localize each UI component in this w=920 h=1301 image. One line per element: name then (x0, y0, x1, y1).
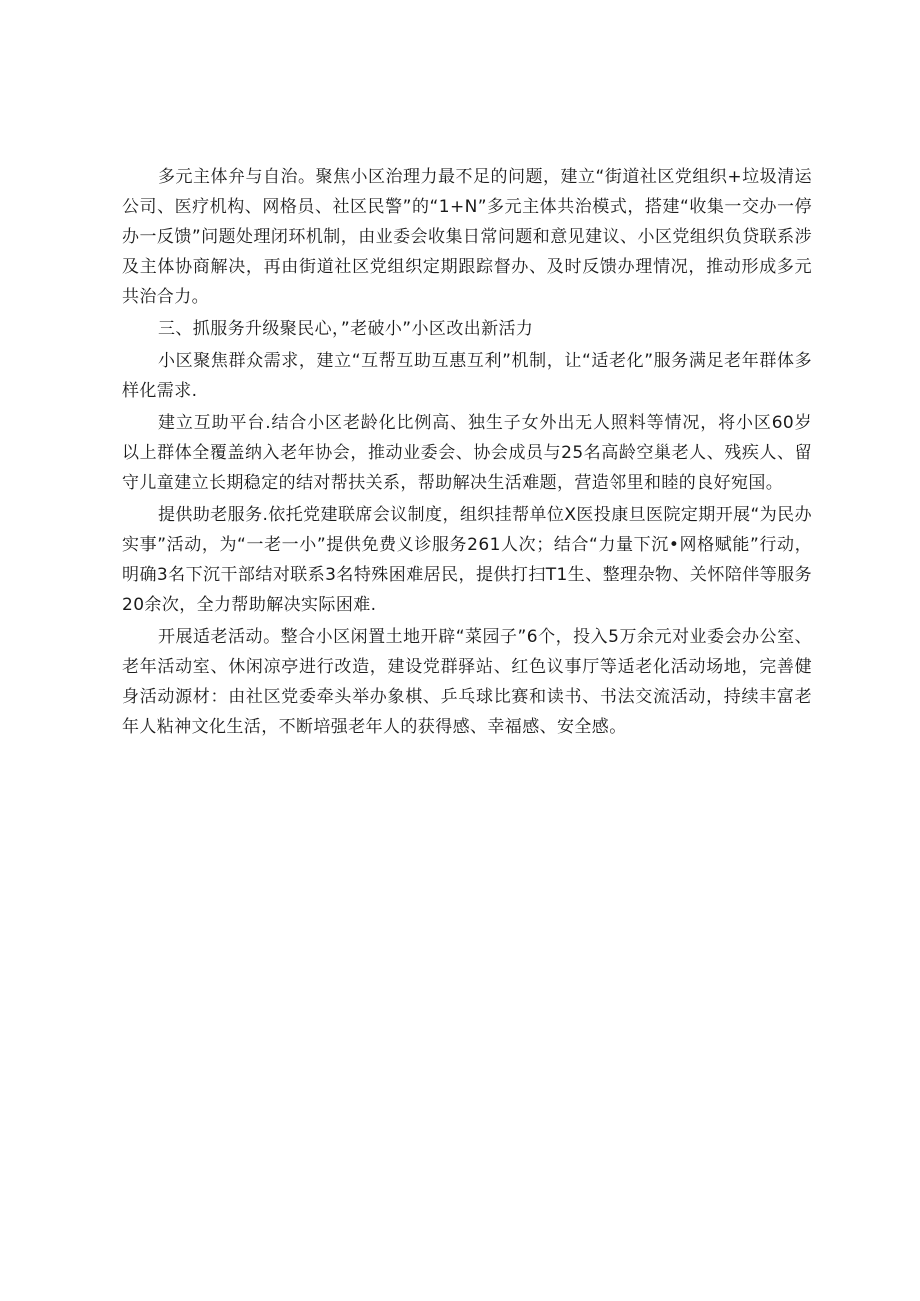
section-heading-three: 三、抓服务升级聚民心，”老破小”小区改出新活力 (158, 319, 534, 339)
paragraph-mutual-aid-platform: 建立互助平台.结合小区老龄化比例高、独生子女外出无人照料等情况，将小区60岁以上群体全覆盖纳入老年协会，推动业委会、协会成员与25名高龄空巢老人、残疾人、留守儿童建立长期稳定的结对帮扶关系，帮助解决生活难题，营造邻里和睦的良好宛国。 (122, 413, 812, 493)
paragraph-elderly-activities: 开展适老活动。整合小区闲置土地开辟“菜园子”6个，投入5万余元对业委会办公室、老年活动室、休闲凉亭进行改造，建设党群驿站、红色议事厅等适老化活动场地，完善健身活动源材：由社区党委牵头举办象棋、乒乓球比赛和读书、书法交流活动，持续丰富老年人粘神文化生活，不断培强老年人的获得感、幸福感、安全感。 (122, 627, 812, 737)
paragraph-multi-governance: 多元主体弁与自治。聚焦小区治理力最不足的问题，建立“街道社区党组织+垃圾清运公司、医疗机构、网格员、社区民警”的“1+N”多元主体共治模式，搭建“收集一交办一停办一反馈”问题处理闭环机制，由业委会收集日常问题和意见建议、小区党组织负贷联系涉及主体协商解决，再由街道社区党组织定期跟踪督办、及时反馈办理情况，推动形成多元共治合力。 (122, 167, 812, 307)
paragraph-intro: 小区聚焦群众需求，建立“互帮互助互惠互利”机制，让“适老化”服务满足老年群体多样化需求. (122, 351, 812, 401)
paragraph-elderly-services: 提供助老服务.依托党建联席会议制度，组织挂帮单位X医投康旦医院定期开展“为民办实事”活动，为“一老一小”提供免费义诊服务261人次；结合“力量下沉•网格赋能”行动，明确3名下沉干部结对联系3名特殊困难居民，提供打扫T1生、整理杂物、关怀陪伴等服务20余次，全力帮助解决实际困难. (122, 505, 812, 615)
document-body (122, 162, 812, 744)
